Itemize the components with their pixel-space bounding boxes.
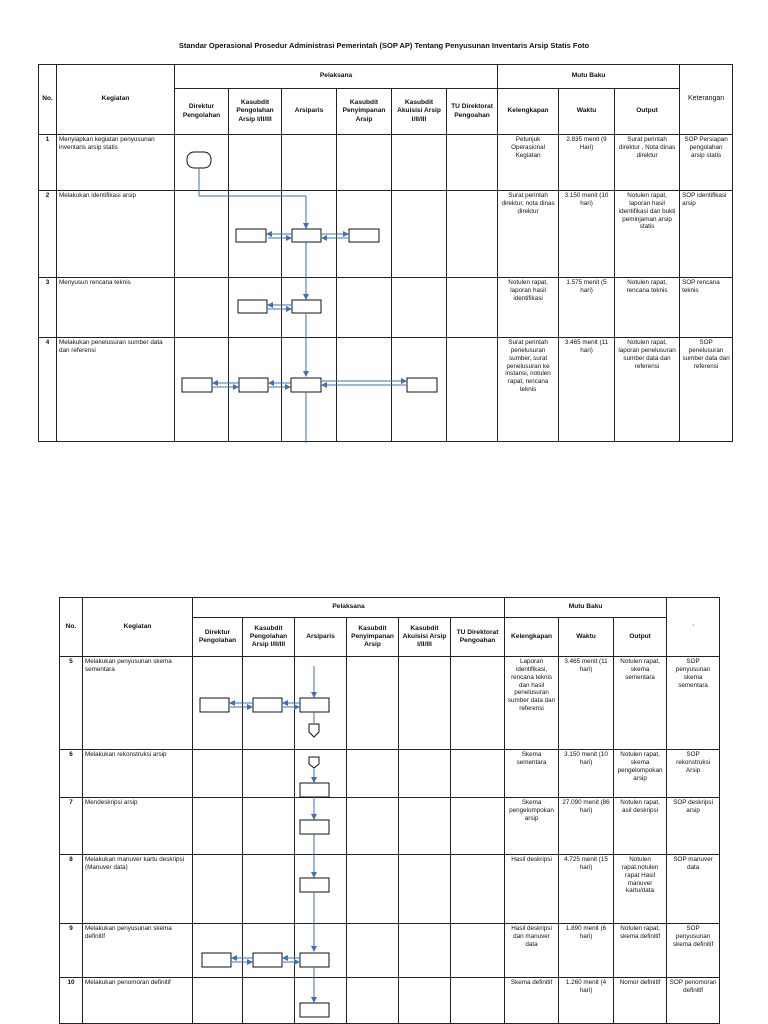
row-kelengkapan: Laporan identifikasi, rencana teknis dan hasil penelusuran sumber data dan referensi (505, 657, 559, 750)
header-actor: Kasubdit Pengolahan Arsip I/II/III (229, 89, 282, 135)
row-output: Notulen rapat, skema sementara (614, 657, 667, 750)
row-kegiatan: Melakukan penyusunan skema definitif (83, 924, 193, 978)
row-no: 3 (39, 278, 57, 338)
header-keterangan: ' (667, 598, 720, 657)
header-actor: Kasubdit Akuisisi Arsip I/II/III (392, 89, 447, 135)
row-no: 1 (39, 135, 57, 191)
row-output: Notulen rapat, skema pengelompokan arsip (614, 750, 667, 798)
header-mutu-baku: Mutu Baku (505, 598, 667, 618)
header-actor: Kasubdit Akuisisi Arsip I/II/III (399, 618, 451, 657)
table-row (60, 924, 720, 978)
row-kegiatan: Melakukan identifikasi arsip (57, 191, 175, 278)
row-keterangan: SOP penyusunan skema sementara (667, 657, 720, 750)
header-actor: Arsiparis (295, 618, 347, 657)
row-waktu: 1.575 menit (5 hari) (559, 278, 615, 338)
row-kegiatan: Menyiapkan kegiatan penyusunan inventaris arsip statis (57, 135, 175, 191)
header-kelengkapan: Kelengkapan (498, 89, 559, 135)
row-no: 7 (60, 798, 83, 855)
row-output: Notulen rapat, laporan penelusuran sumber data dan referensi (615, 338, 680, 442)
row-waktu: 3.465 menit (11 hari) (559, 338, 615, 442)
table-row (39, 338, 733, 442)
row-keterangan: SOP penyusunan skema definitif (667, 924, 720, 978)
row-waktu: 1.260 menit (4 hari) (559, 978, 614, 1024)
row-output: Notulen rapat, rencana teknis (615, 278, 680, 338)
row-kelengkapan: Skema sementara (505, 750, 559, 798)
header-actor: Direktur Pengolahan (193, 618, 243, 657)
header-output: Output (615, 89, 680, 135)
header-actor: Direktur Pengolahan (175, 89, 229, 135)
header-actor: Kasubdit Penyimpanan Arsip (337, 89, 392, 135)
header-waktu: Waktu (559, 618, 614, 657)
header-mutu-baku: Mutu Baku (498, 65, 680, 89)
row-output: Notulen rapat, skema definitif (614, 924, 667, 978)
header-actor: Kasubdit Penyimpanan Arsip (347, 618, 399, 657)
row-keterangan: SOP rencana teknis (680, 278, 733, 338)
row-kelengkapan: Skema pengelompokan arsip (505, 798, 559, 855)
header-output: Output (614, 618, 667, 657)
row-kegiatan: Mendeskripsi arsip (83, 798, 193, 855)
row-waktu: 3.150 menit (10 hari) (559, 750, 614, 798)
row-waktu: 4.725 menit (15 hari) (559, 855, 614, 924)
row-kegiatan: Melakukan rekonstruksi arsip (83, 750, 193, 798)
header-actor: Arsiparis (282, 89, 337, 135)
document-title: Standar Operasional Prosedur Administrasi Pemerintah (SOP AP) Tentang Penyusunan Inventaris Arsip Statis Foto (178, 41, 590, 50)
row-kegiatan: Melakukan penyusunan skema sementara (83, 657, 193, 750)
sop-table-2 (59, 597, 720, 1024)
row-keterangan: SOP penomoran definitif (667, 978, 720, 1024)
row-keterangan: SOP Persiapan pengolahan arsip statis (680, 135, 733, 191)
row-no: 5 (60, 657, 83, 750)
row-output: Nomor definitif (614, 978, 667, 1024)
header-no: No. (39, 65, 57, 135)
table-row (60, 798, 720, 855)
row-output: Notulen rapat,notulen rapat Hasil manuver kartu/data (614, 855, 667, 924)
header-actor: Kasubdit Pengolahan Arsip I/II/III (243, 618, 295, 657)
row-kegiatan: Melakukan penelusuran sumber data dan referensi (57, 338, 175, 442)
row-no: 2 (39, 191, 57, 278)
row-kelengkapan: Surat perintah penelusuran sumber, surat penelusuran ke instansi, notulen rapat, rencana teknis (498, 338, 559, 442)
row-kegiatan: Melakukan penomoran definitif (83, 978, 193, 1024)
table-row (39, 278, 733, 338)
row-kelengkapan: Petunjuk Operasional Kegiatan (498, 135, 559, 191)
row-keterangan: SOP manuver data (667, 855, 720, 924)
header-waktu: Waktu (559, 89, 615, 135)
row-no: 4 (39, 338, 57, 442)
table-row (60, 750, 720, 798)
table-row (60, 855, 720, 924)
row-kegiatan: Melakukan manuver kartu deskripsi (Manuver data) (83, 855, 193, 924)
header-keterangan: Keterangan (680, 65, 733, 135)
table-row (60, 978, 720, 1024)
row-kelengkapan: Hasil deskripsi (505, 855, 559, 924)
row-output: Notulen rapat, asil deskripsi (614, 798, 667, 855)
header-pelaksana: Pelaksana (193, 598, 505, 618)
row-kelengkapan: Surat perintah direktur, nota dinas direktur (498, 191, 559, 278)
table-row (39, 135, 733, 191)
row-waktu: 2.835 menit (9 Hari) (559, 135, 615, 191)
row-no: 9 (60, 924, 83, 978)
row-output: Notulen rapat, laporan hasil identifikasi dan bukti peminjaman arsip statis (615, 191, 680, 278)
row-waktu: 1.890 menit (6 hari) (559, 924, 614, 978)
row-kelengkapan: Notulen rapat, laporan hasil identifikasi (498, 278, 559, 338)
row-kegiatan: Menyusun rencana teknis (57, 278, 175, 338)
row-waktu: 27.090 menit (86 hari) (559, 798, 614, 855)
row-keterangan: SOP rekonstruksi Arsip (667, 750, 720, 798)
row-keterangan: SOP deskripsi arsip (667, 798, 720, 855)
row-keterangan: SOP penelusuran sumber data dan referensi (680, 338, 733, 442)
header-pelaksana: Pelaksana (175, 65, 498, 89)
row-no: 8 (60, 855, 83, 924)
row-waktu: 3.150 menit (10 hari) (559, 191, 615, 278)
header-kelengkapan: Kelengkapan (505, 618, 559, 657)
header-actor: TU Direktorat Pengoahan (447, 89, 498, 135)
table-row (60, 657, 720, 750)
row-output: Surat perintah direktur , Nota dinas direktur (615, 135, 680, 191)
header-actor: TU Direktorat Pengoahan (451, 618, 505, 657)
row-kelengkapan: Skema definitif (505, 978, 559, 1024)
header-kegiatan: Kegiatan (83, 598, 193, 657)
row-waktu: 3.465 menit (11 hari) (559, 657, 614, 750)
header-kegiatan: Kegiatan (57, 65, 175, 135)
row-keterangan: SOP identifikasi arsip (680, 191, 733, 278)
row-kelengkapan: Hasil deskripsi dan manuver data (505, 924, 559, 978)
table-row (39, 191, 733, 278)
row-no: 6 (60, 750, 83, 798)
row-no: 10 (60, 978, 83, 1024)
sop-table-1 (38, 64, 733, 442)
header-no: No. (60, 598, 83, 657)
